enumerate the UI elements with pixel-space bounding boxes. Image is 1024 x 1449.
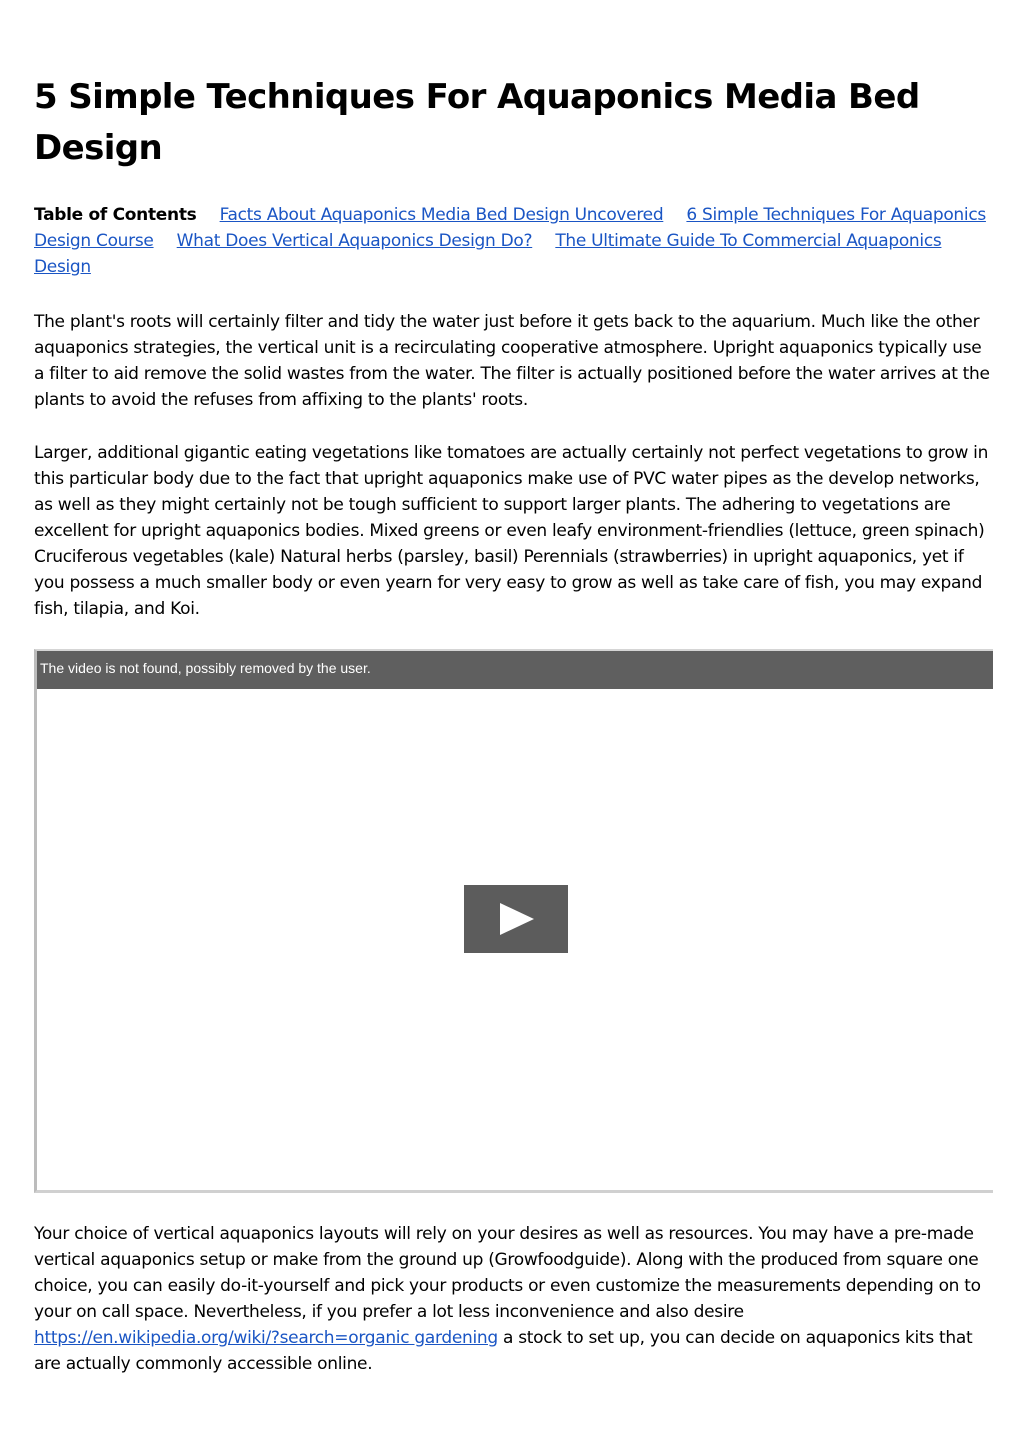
table-of-contents [34,202,992,280]
play-icon [500,903,534,935]
toc-link-design-course[interactable]: 6 Simple Techniques For Aquaponics Design Course [34,205,986,251]
paragraph-2: Larger, additional gigantic eating vegetations like tomatoes are actually certainly not perfect vegetations to grow in this particular body due to the fact that upright aquaponics make use of PVC water pipes as the develop networks, as well as they might certainly not be tough sufficient to support larger plants. The adhering to vegetations are excellent for upright aquaponics bodies. Mixed greens or even leafy environment-friendlies (lettuce, green spinach) Cruciferous vegetables (kale) Natural herbs (parsley, basil) Perennials (strawberries) in upright aquaponics, yet if you possess a much smaller body or even yearn for very easy to grow as well as take care of fish, you may expand fish, tilapia, and Koi. [34,443,989,619]
toc-link-facts-about[interactable]: Facts About Aquaponics Media Bed Design Uncovered [219,205,664,225]
page-title: 5 Simple Techniques For Aquaponics Media Bed Design [34,77,920,168]
play-button[interactable] [464,885,568,953]
toc-link-vertical-design[interactable]: What Does Vertical Aquaponics Design Do? [176,231,533,251]
paragraph-1: The plant's roots will certainly filter and tidy the water just before it gets back to the aquarium. Much like the other aquaponics strategies, the vertical unit is a recirculating cooperative atmosphere. Upright aquaponics typically use a filter to aid remove the solid wastes from the water. The filter is actually positioned before the water arrives at the plants to avoid the refuses from affixing to the plants' roots. [34,312,990,410]
toc-link-commercial-guide[interactable]: The Ultimate Guide To Commercial Aquaponics Design [34,231,942,277]
video-embed[interactable] [34,649,993,1193]
paragraph-3-text-start: Your choice of vertical aquaponics layouts will rely on your desires as well as resources. You may have a pre-made vertical aquaponics setup or make from the ground up (Growfoodguide). Along with the produced from square one choice, you can easily do-it-yourself and pick your products or even customize the measurements depending on to your on call space. Nevertheless, if you prefer a lot less inconvenience and also desire [34,1224,981,1322]
video-not-found-message: The video is not found, possibly removed by the user. [40,660,371,676]
toc-label: Table of Contents [34,205,197,225]
paragraph-3 [34,1221,992,1377]
video-message-bar [37,651,993,689]
wikipedia-link[interactable]: https://en.wikipedia.org/wiki/?search=organic gardening [34,1328,498,1348]
paragraph-3-text-end: a stock to set up, you can decide on aquaponics kits that are actually commonly accessible online. [34,1328,973,1374]
